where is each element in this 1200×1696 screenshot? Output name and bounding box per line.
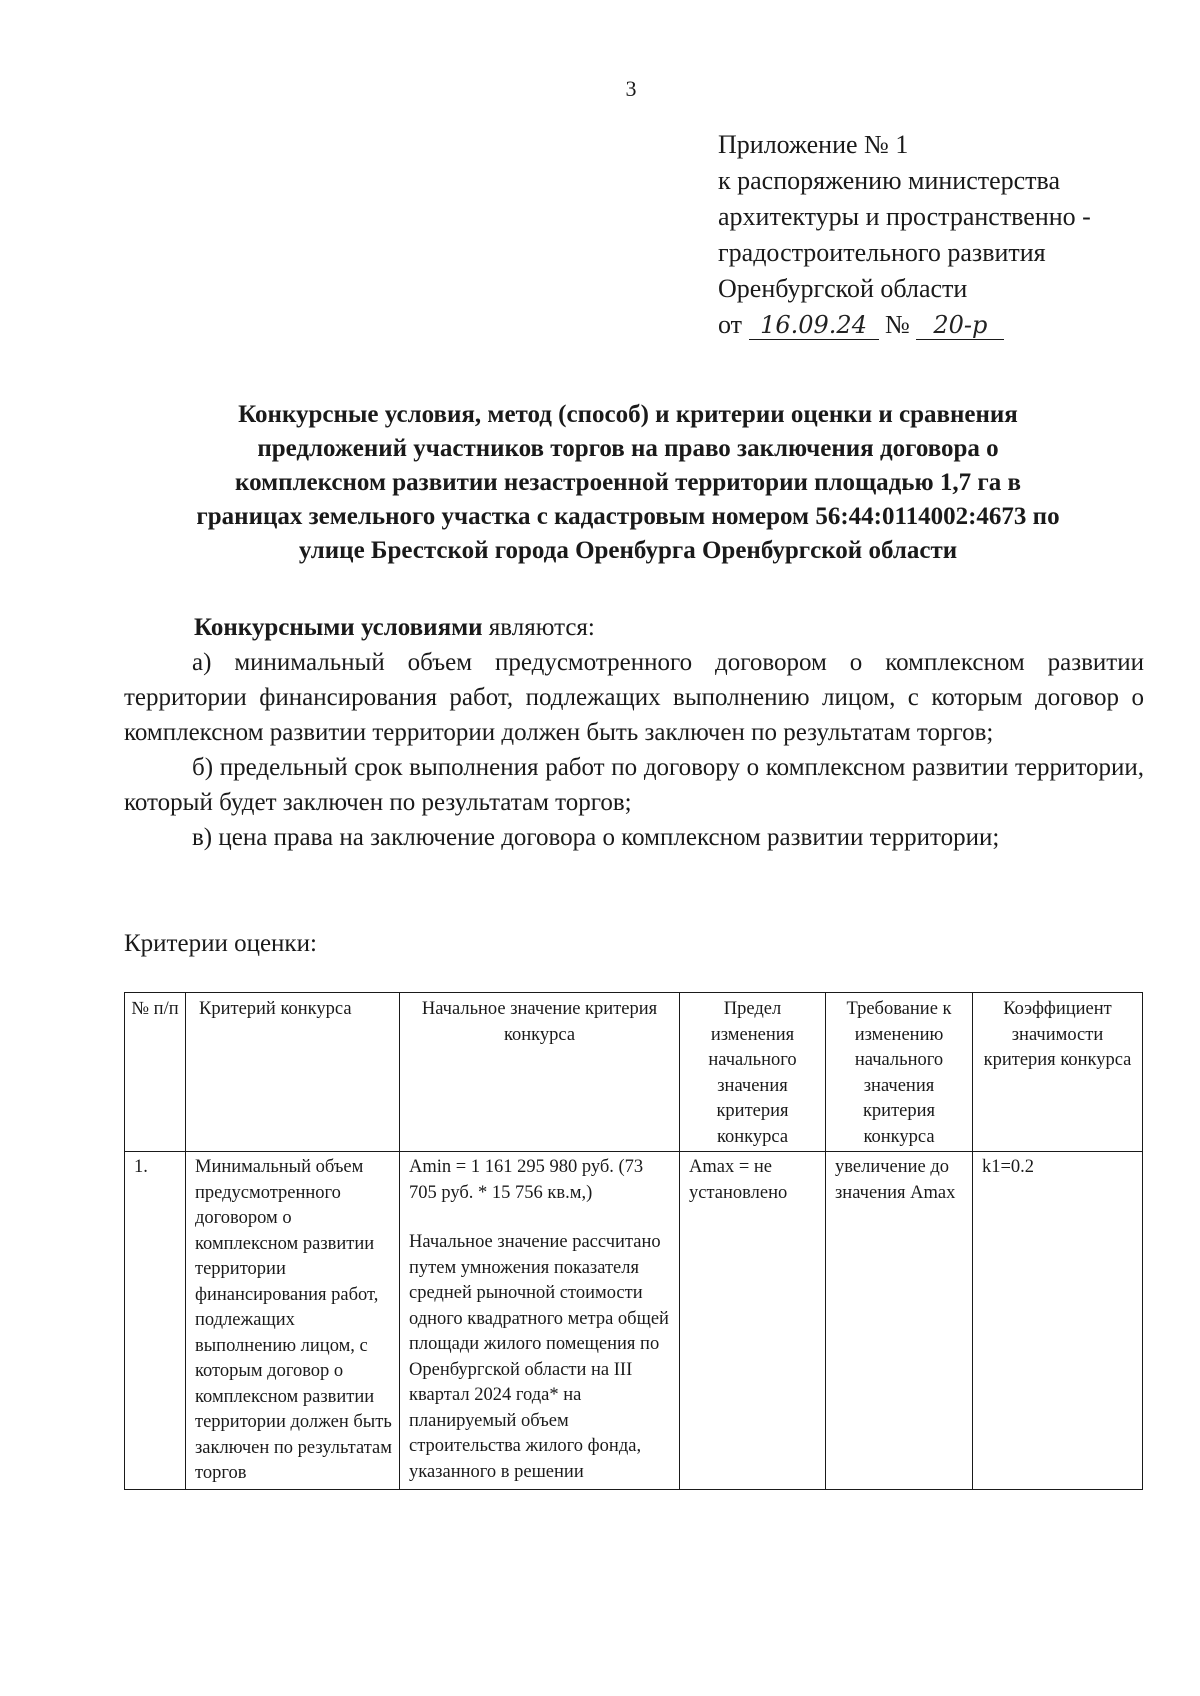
header-cell-limit: Предел изменения начального значения критерия конкурса bbox=[680, 993, 826, 1152]
document-title bbox=[128, 398, 1128, 568]
conditions-heading-rest: являются: bbox=[482, 614, 595, 641]
title-line: улице Брестской города Оренбурга Оренбургской области bbox=[298, 537, 958, 564]
cell-initial-value bbox=[400, 1152, 680, 1490]
cell-limit: Amax = не установлено bbox=[680, 1152, 826, 1490]
page-number: 3 bbox=[625, 76, 637, 101]
appendix-date-line bbox=[718, 307, 1091, 343]
cell-coefficient: k1=0.2 bbox=[973, 1152, 1143, 1490]
appendix-line: Оренбургской области bbox=[718, 274, 968, 303]
header-cell-coefficient: Коэффициент значимости критерия конкурса bbox=[973, 993, 1143, 1152]
criteria-label: Критерии оценки: bbox=[124, 930, 317, 957]
number-prefix: № bbox=[885, 310, 910, 339]
appendix-line: градостроительного развития bbox=[718, 238, 1046, 267]
handwritten-date: 16.09.24 bbox=[749, 311, 879, 340]
appendix-block bbox=[718, 127, 1091, 343]
header-cell-number: № п/п bbox=[125, 993, 186, 1152]
conditions-section bbox=[124, 610, 1144, 855]
initial-value-note: Начальное значение рассчитано путем умножения показателя средней рыночной стоимости одного квадратного метра общей площади жилого помещения по Оренбургской области на III квартал 2024 года* на планируемый объем строительства жилого фонда, указанного в решении bbox=[409, 1232, 669, 1482]
condition-item-a: а) минимальный объем предусмотренного договором о комплексном развитии территории финансирования работ, подлежащих выполнению лицом, с которым договор о комплексном развитии территории должен быть заключен по результатам торгов; bbox=[124, 649, 1144, 746]
condition-item-c: в) цена права на заключение договора о комплексном развитии территории; bbox=[192, 824, 1000, 851]
condition-item-b: б) предельный срок выполнения работ по договору о комплексном развитии территории, который будет заключен по результатам торгов; bbox=[124, 754, 1144, 816]
appendix-line: к распоряжению министерства bbox=[718, 166, 1061, 195]
criteria-table bbox=[124, 992, 1143, 1490]
initial-value-formula: Amin = 1 161 295 980 руб. (73 705 руб. * 15 756 кв.м,) bbox=[409, 1157, 644, 1203]
header-cell-requirement: Требование к изменению начального значения критерия конкурса bbox=[826, 993, 973, 1152]
header-cell-initial-value: Начальное значение критерия конкурса bbox=[400, 993, 680, 1152]
header-cell-criterion: Критерий конкурса bbox=[186, 993, 400, 1152]
conditions-heading bbox=[124, 610, 1144, 645]
title-line: комплексном развитии незастроенной территории площадью 1,7 га в bbox=[235, 469, 1021, 496]
table-header-row bbox=[125, 993, 1143, 1152]
handwritten-number: 20-р bbox=[916, 311, 1004, 340]
title-line: предложений участников торгов на право заключения договора о bbox=[257, 435, 999, 462]
conditions-heading-bold: Конкурсными условиями bbox=[194, 614, 483, 641]
title-line: границах земельного участка с кадастровым номером 56:44:0114002:4673 по bbox=[196, 503, 1060, 530]
table-row bbox=[125, 1152, 1143, 1490]
cell-criterion: Минимальный объем предусмотренного договором о комплексном развитии территории финансирования работ, подлежащих выполнению лицом, с которым договор о комплексном развитии территории должен быть заключен по результатам торгов bbox=[186, 1152, 400, 1490]
cell-requirement: увеличение до значения Amax bbox=[826, 1152, 973, 1490]
appendix-line: архитектуры и пространственно - bbox=[718, 202, 1091, 231]
appendix-line: Приложение № 1 bbox=[718, 130, 909, 159]
title-line: Конкурсные условия, метод (способ) и критерии оценки и сравнения bbox=[238, 401, 1018, 428]
cell-number: 1. bbox=[125, 1152, 186, 1490]
date-prefix: от bbox=[718, 310, 743, 339]
